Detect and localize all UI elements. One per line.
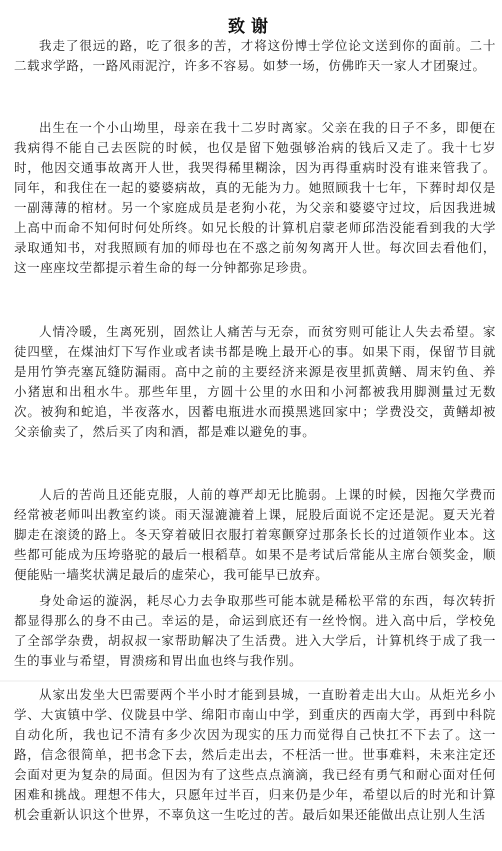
paragraph-4: 人后的苦尚且还能克服，人前的尊严却无比脆弱。上课的时候，因拖欠学费而经常被老师叫出教室约谈。雨天湿漉漉着上课，屁股后面说不定还是泥。夏天光着脚走在滚烫的路上。冬天穿着破旧衣服打着寒颤穿过那条长长的过道领作业本。这些都可能成为压垮骆驼的最后一根稻草。如果不是考试后常能从主席台领奖金，顺便能贴一墙奖状满足最后的虚荣心，我可能早已放弃。 <box>14 487 496 582</box>
paragraph-5: 身处命运的漩涡，耗尽心力去争取那些可能本就是稀松平常的东西，每次转折都显得那么的身不由己。幸运的是，命运到底还有一丝怜悯。进入高中后，学校免了全部学杂费，胡叔叔一家帮助解决了生活费。进入大学后，计算机终于成了我一生的事业与希望，胃溃疡和胃出血也终与我作别。 <box>14 593 496 668</box>
page-title: 致谢 <box>228 17 274 37</box>
page-break-divider <box>0 680 502 682</box>
paragraph-1: 我走了很远的路，吃了很多的苦，才将这份博士学位论文送到你的面前。二十二载求学路，一路风雨泥泞，许多不容易。如梦一场，仿佛昨天一家人才团聚过。 <box>14 38 496 73</box>
paragraph-6: 从家出发坐大巴需要两个半小时才能到县城，一直盼着走出大山。从炬光乡小学、大寅镇中学、仪陇县中学、绵阳市南山中学，到重庆的西南大学，再到中科院自动化所，我也记不清有多少次因为现实的压力而觉得自己快扛不下去了。这一路，信念很简单，把书念下去，然后走出去，不枉活一世。世事难料，未来注定还会面对更为复杂的局面。但因为有了这些点点滴滴，我已经有勇气和耐心面对任何困难和挑战。理想不伟大，只愿年过半百，归来仍是少年，希望以后的时光和计算机会重新认识这个世界，不辜负这一生吃过的苦。最后如果还能做出点让别人生活 <box>14 687 496 822</box>
paragraph-3: 人情冷暖，生离死别，固然让人痛苦与无奈，而贫穷则可能让人失去希望。家徒四壁，在煤油灯下写作业或者读书都是晚上最开心的事。如果下雨，保留节目就是用竹笋壳塞瓦缝防漏雨。高中之前的主要经济来源是夜里抓黄鳝、周末钓鱼、养小猪崽和出租水牛。那些年里，方圆十公里的水田和小河都被我用脚测量过无数次。被狗和蛇追，半夜落水，因蓄电瓶进水而摸黑逃回家中；学费没交，黄鳝却被父亲偷卖了，然后买了肉和酒，都是难以避免的事。 <box>14 324 496 439</box>
paragraph-2: 出生在一个小山坳里，母亲在我十二岁时离家。父亲在我的日子不多，即便在我病得不能自己去医院的时候，也仅是留下勉强够治病的钱后又走了。我十七岁时，他因交通事故离开人世，我哭得稀里糊涂，因为再得重病时没有谁来管我了。同年，和我住在一起的婆婆病故，真的无能为力。她照顾我十七年，下葬时却仅是一副薄薄的棺材。另一个家庭成员是老狗小花，为父亲和婆婆守过坟，后因我进城上高中而命不知何时何处所终。如兄长般的计算机启蒙老师邱浩没能看到我的大学录取通知书，对我照顾有加的师母也在不惑之前匆匆离开人世。每次回去看他们，这一座座坟茔都提示着生命的每一分钟都弥足珍贵。 <box>14 120 496 275</box>
